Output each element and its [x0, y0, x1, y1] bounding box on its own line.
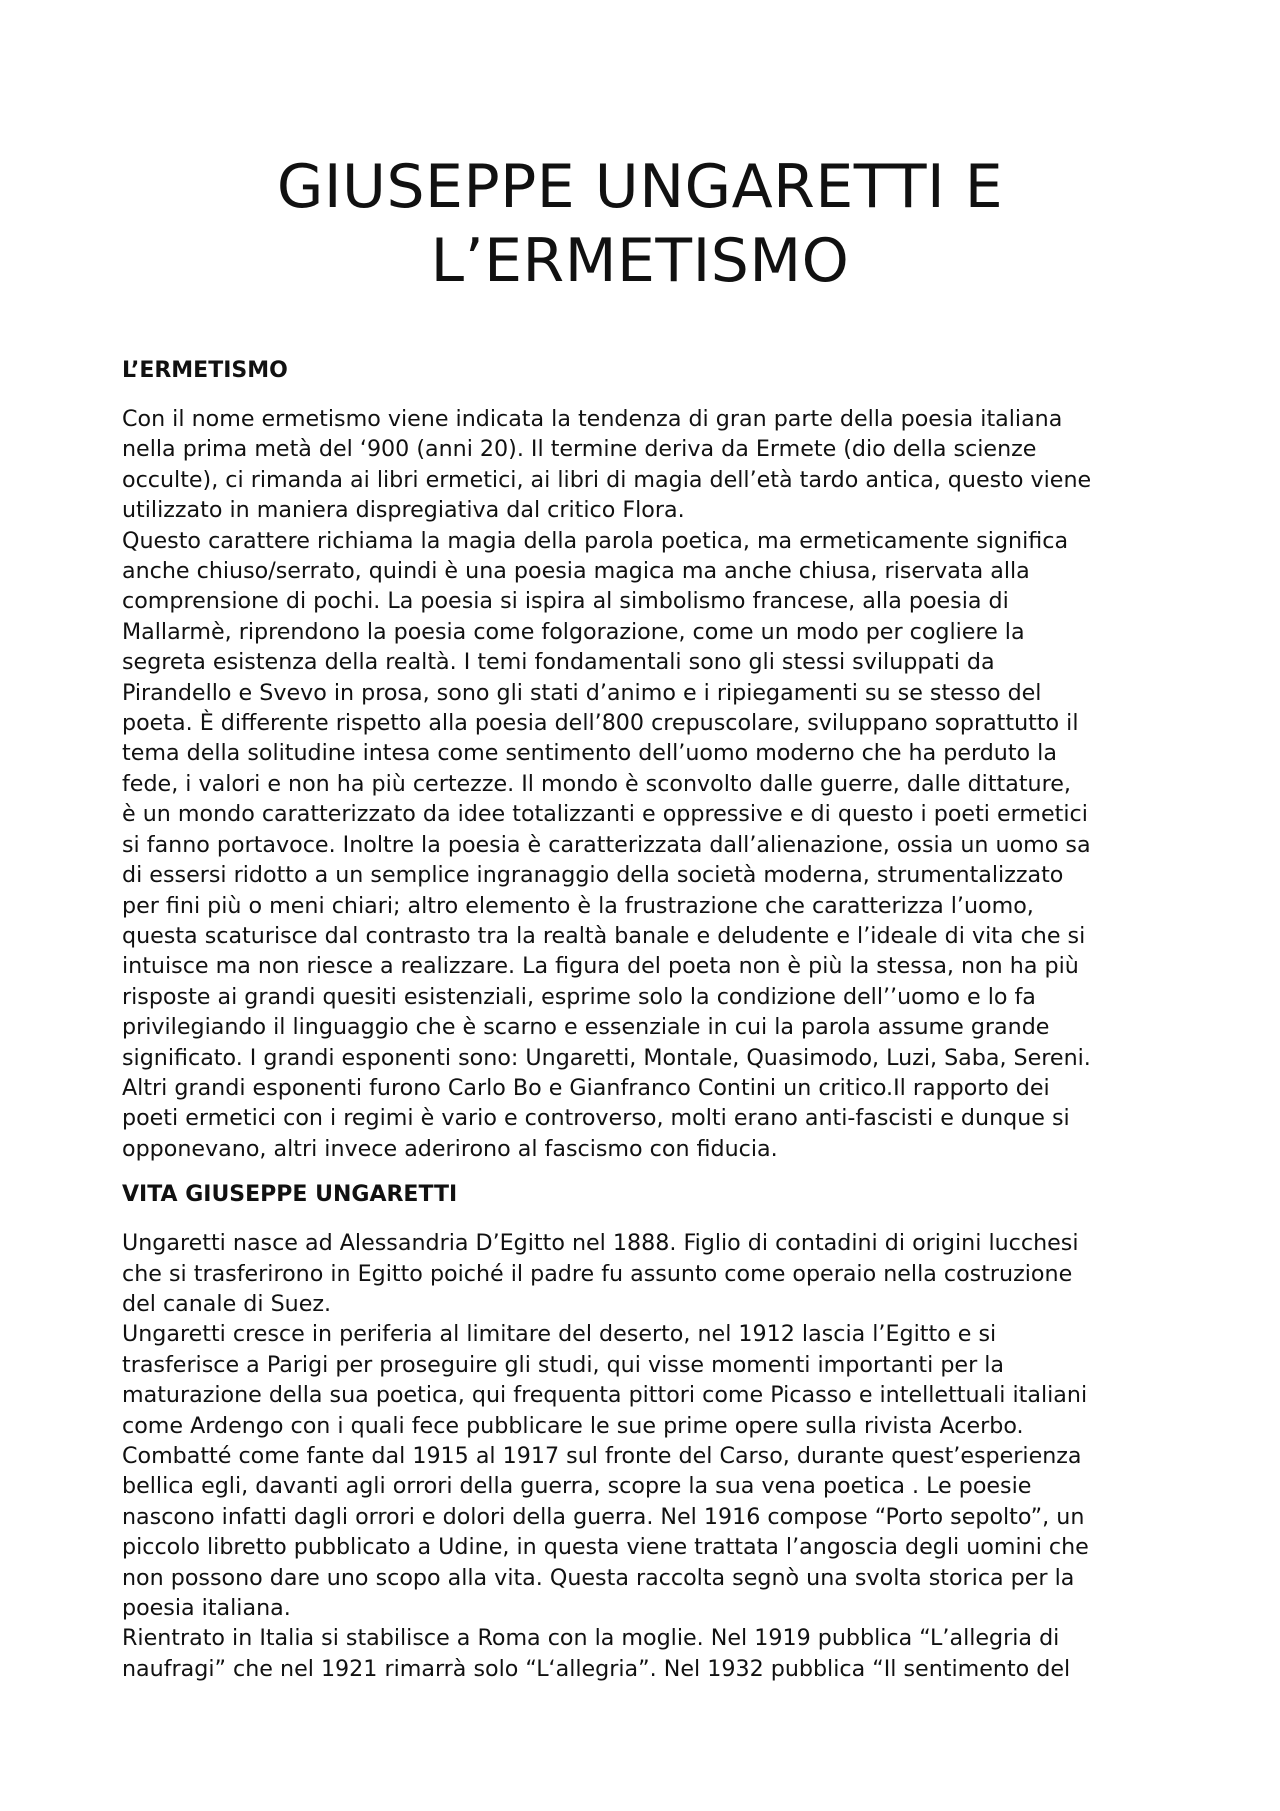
paragraph-ermetismo	[122, 404, 1172, 1164]
paragraph-line: occulte), ci rimanda ai libri ermetici, ai libri di magia dell’età tardo antica, questo viene	[122, 466, 1092, 493]
paragraph-line: tema della solitudine intesa come sentimento dell’uomo moderno che ha perduto la	[122, 740, 1057, 767]
paragraph-line: è un mondo caratterizzato da idee totalizzanti e oppressive e di questo i poeti ermetici	[122, 801, 1088, 828]
paragraph-line: utilizzato in maniera dispregiativa dal critico Flora.	[122, 497, 685, 524]
paragraph-line: poeta. È differente rispetto alla poesia dell’800 crepuscolare, sviluppano soprattutto il	[122, 710, 1079, 737]
paragraph-line: Ungaretti cresce in periferia al limitare del deserto, nel 1912 lascia l’Egitto e si	[122, 1321, 997, 1348]
paragraph-line: piccolo libretto pubblicato a Udine, in questa viene trattata l’angoscia degli uomini che	[122, 1534, 1089, 1561]
paragraph-line: che si trasferirono in Egitto poiché il padre fu assunto come operaio nella costruzione	[122, 1260, 1073, 1287]
paragraph-line: Combatté come fante dal 1915 al 1917 sul fronte del Carso, durante quest’esperienza	[122, 1443, 1082, 1469]
document-body	[122, 356, 1172, 1684]
paragraph-line: anche chiuso/serrato, quindi è una poesia magica ma anche chiusa, riservata alla	[122, 558, 1030, 585]
paragraph-line: si fanno portavoce. Inoltre la poesia è caratterizzata dall’alienazione, ossia un uomo sa	[122, 831, 1091, 858]
document-title	[0, 150, 1280, 298]
paragraph-line: significato. I grandi esponenti sono: Ungaretti, Montale, Quasimodo, Luzi, Saba, Sereni.	[122, 1044, 1091, 1071]
paragraph-vita	[122, 1228, 1172, 1684]
paragraph-line: Questo carattere richiama la magia della parola poetica, ma ermeticamente significa	[122, 527, 1069, 554]
section-heading-ermetismo: L’ERMETISMO	[122, 358, 288, 383]
paragraph-line: comprensione di pochi. La poesia si ispira al simbolismo francese, alla poesia di	[122, 588, 1009, 615]
paragraph-line: Rientrato in Italia si stabilisce a Roma con la moglie. Nel 1919 pubblica “L’allegria di	[122, 1625, 1060, 1652]
paragraph-line: naufragi” che nel 1921 rimarrà solo “L‘allegria”. Nel 1932 pubblica “Il sentimento del	[122, 1655, 1071, 1682]
paragraph-line: nella prima metà del ‘900 (anni 20). Il termine deriva da Ermete (dio della scienze	[122, 436, 1037, 463]
paragraph-line: intuisce ma non riesce a realizzare. La figura del poeta non è più la stessa, non ha più	[122, 953, 1079, 980]
paragraph-line: risposte ai grandi quesiti esistenziali, esprime solo la condizione dell’’uomo e lo fa	[122, 983, 1036, 1010]
paragraph-line: bellica egli, davanti agli orrori della guerra, scopre la sua vena poetica . Le poesie	[122, 1473, 1032, 1500]
paragraph-line: Con il nome ermetismo viene indicata la tendenza di gran parte della poesia italiana	[122, 406, 1063, 432]
paragraph-line: Ungaretti nasce ad Alessandria D’Egitto nel 1888. Figlio di contadini di origini lucchesi	[122, 1230, 1079, 1257]
section-spacer	[122, 1164, 1172, 1180]
paragraph-line: Mallarmè, riprendono la poesia come folgorazione, come un modo per cogliere la	[122, 618, 1025, 645]
paragraph-line: non possono dare uno scopo alla vita. Questa raccolta segnò una svolta storica per la	[122, 1564, 1075, 1591]
paragraph-line: del canale di Suez.	[122, 1290, 332, 1317]
paragraph-line: poesia italiana.	[122, 1595, 291, 1622]
paragraph-line: come Ardengo con i quali fece pubblicare le sue prime opere sulla rivista Acerbo.	[122, 1412, 1024, 1439]
paragraph-line: maturazione della sua poetica, qui frequenta pittori come Picasso e intellettuali italiani	[122, 1382, 1088, 1409]
paragraph-line: segreta esistenza della realtà. I temi fondamentali sono gli stessi sviluppati da	[122, 649, 995, 676]
paragraph-line: poeti ermetici con i regimi è vario e controverso, molti erano anti-fascisti e dunque si	[122, 1105, 1070, 1132]
paragraph-line: opponevano, altri invece aderirono al fascismo con fiducia.	[122, 1135, 778, 1162]
paragraph-line: questa scaturisce dal contrasto tra la realtà banale e deludente e l’ideale di vita che si	[122, 922, 1086, 949]
paragraph-line: nascono infatti dagli orrori e dolori della guerra. Nel 1916 compose “Porto sepolto”, un	[122, 1503, 1085, 1530]
title-line: GIUSEPPE UNGARETTI E	[276, 152, 1004, 222]
paragraph-line: Pirandello e Svevo in prosa, sono gli stati d’animo e i ripiegamenti su se stesso del	[122, 679, 1042, 706]
paragraph-line: per fini più o meni chiari; altro elemento è la frustrazione che caratterizza l’uomo,	[122, 892, 1034, 919]
paragraph-line: trasferisce a Parigi per proseguire gli studi, qui visse momenti importanti per la	[122, 1351, 1005, 1378]
title-line: L’ERMETISMO	[430, 226, 850, 296]
paragraph-line: privilegiando il linguaggio che è scarno e essenziale in cui la parola assume grande	[122, 1014, 1050, 1041]
paragraph-line: fede, i valori e non ha più certezze. Il mondo è sconvolto dalle guerre, dalle dittature,	[122, 770, 1071, 797]
section-heading-vita: VITA GIUSEPPE UNGARETTI	[122, 1182, 458, 1208]
paragraph-line: Altri grandi esponenti furono Carlo Bo e Gianfranco Contini un critico.Il rapporto dei	[122, 1074, 1050, 1101]
paragraph-line: di essersi ridotto a un semplice ingranaggio della società moderna, strumentalizzato	[122, 862, 1064, 889]
